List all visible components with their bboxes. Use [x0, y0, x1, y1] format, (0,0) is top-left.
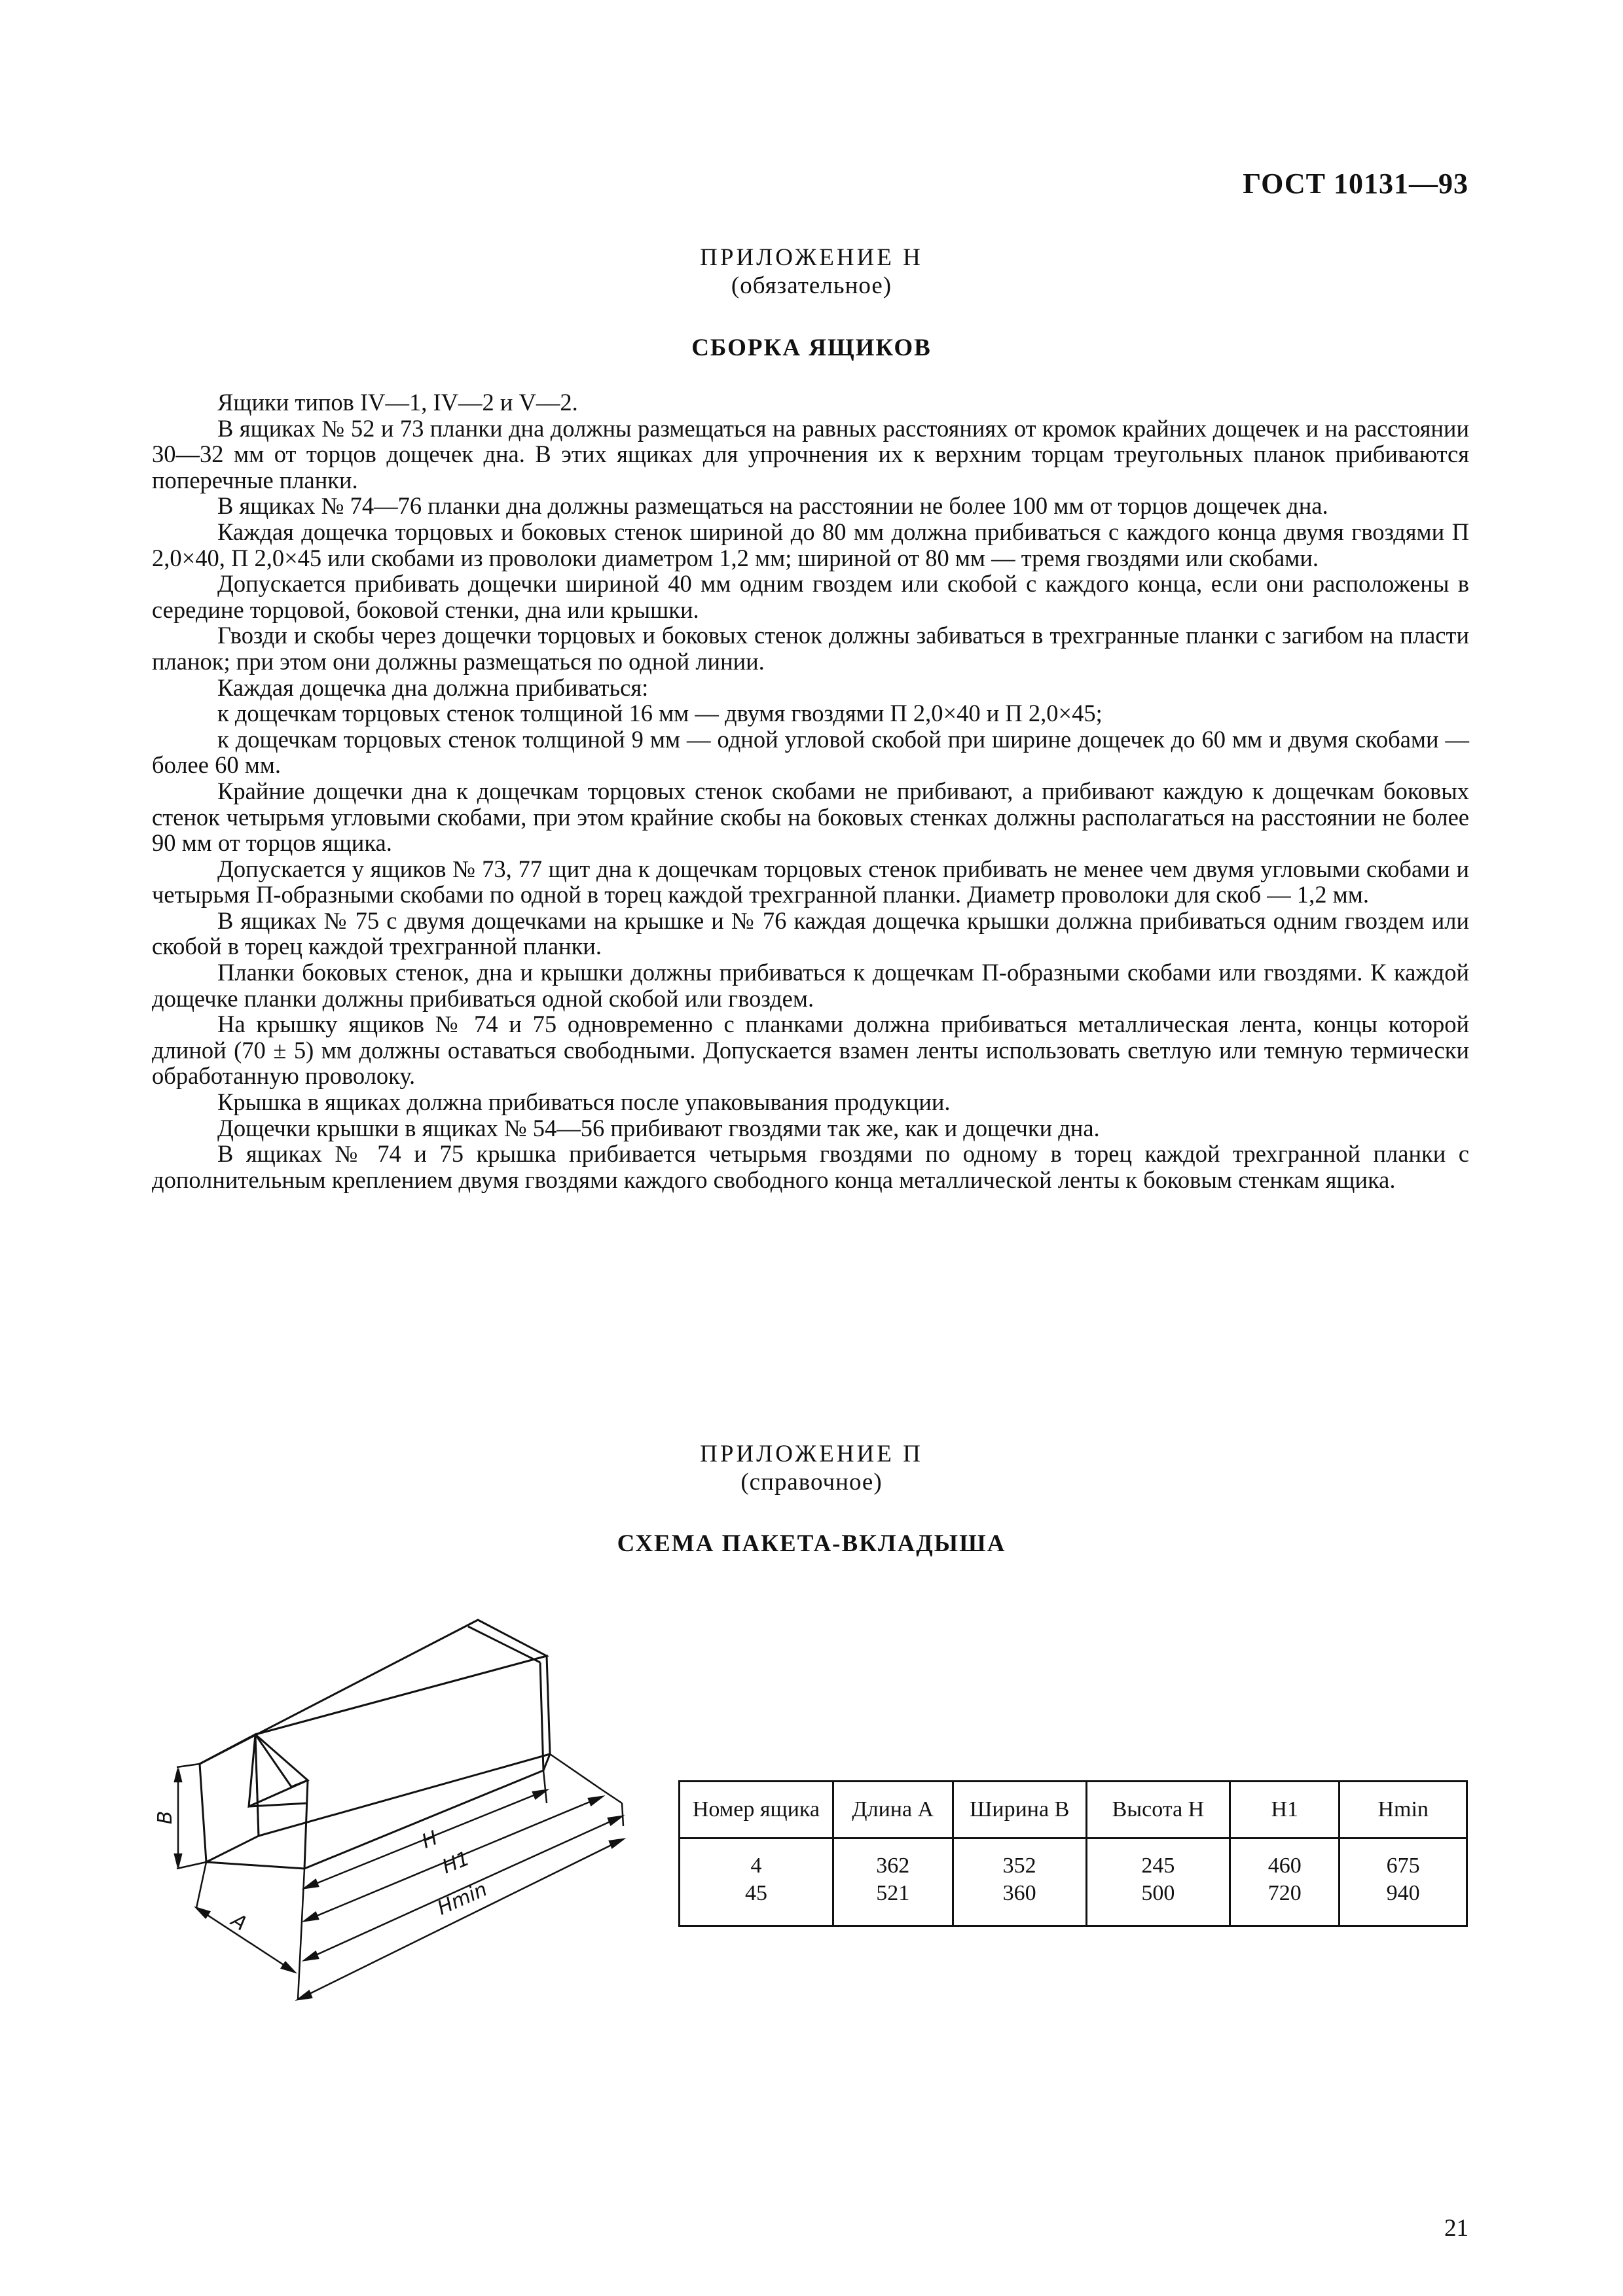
paragraph: Каждая дощечка торцовых и боковых стенок шириной до 80 мм должна прибиваться с каждого конца двумя гвоздями П 2,0×40, П 2,0×45 или скобами из проволоки диаметром 1,2 мм; шириной от 80 мм — тремя гвоздями или скобами.	[152, 518, 1469, 571]
paragraph: Гвозди и скобы через дощечки торцовых и боковых стенок должны забиваться в трехгранные планки с загибом на пласти планок; при этом они должны размещаться по одной линии.	[152, 622, 1469, 675]
appendix-p-title: ПРИЛОЖЕНИЕ П	[700, 1441, 923, 1467]
paragraph: Ящики типов IV—1, IV—2 и V—2.	[217, 389, 578, 416]
appendix-n-subtitle: (обязательное)	[731, 272, 892, 299]
table-header-cell: Длина A	[833, 1782, 953, 1839]
table-cell: 4 45	[680, 1839, 833, 1926]
table-header-cell: H1	[1230, 1782, 1340, 1839]
paragraph: В ящиках № 74 и 75 крышка прибивается четырьмя гвоздями по одному в торец каждой трехгранной планки с дополнительным креплением двумя гвоздями каждого свободного конца металлической ленты к боковым стенкам ящика.	[152, 1140, 1469, 1193]
paragraph: На крышку ящиков № 74 и 75 одновременно с планками должна прибиваться металлическая лента, концы которой длиной (70 ± 5) мм должны оставаться свободными. Допускается взамен ленты использовать светлую или темную термически обработанную проволоку.	[152, 1011, 1469, 1090]
box-dimensions-table	[678, 1780, 1468, 1927]
paragraph: Допускается прибивать дощечки шириной 40 мм одним гвоздем или скобой с каждого конца, если они расположены в середине торцовой, боковой стенки, дна или крышки.	[152, 570, 1469, 623]
dim-label-b: B	[154, 1810, 177, 1825]
paragraph: Крайние дощечки дна к дощечкам торцовых стенок скобами не прибивают, а прибивают каждую к дощечкам боковых стенок четырьмя угловыми скобами, при этом крайние скобы на боковых стенках должны располагаться на расстоянии не более 90 мм от торцов ящика.	[152, 777, 1469, 857]
table-cell: 352 360	[953, 1839, 1086, 1926]
paragraph: Каждая дощечка дна должна прибиваться:	[217, 673, 649, 701]
table-header-cell: Hmin	[1340, 1782, 1467, 1839]
paragraph: В ящиках № 75 с двумя дощечками на крышке и № 76 каждая дощечка крышки должна прибиваться одним гвоздем или скобой в торец каждой трехгранной планки.	[152, 906, 1469, 960]
paragraph: Допускается у ящиков № 73, 77 щит дна к дощечкам торцовых стенок прибивать не менее чем двумя угловыми скобами и четырьмя П-образными скобами по одной в торец каждой трехгранной планки. Диаметр проволоки для скоб — 1,2 мм.	[152, 855, 1469, 908]
table-cell: 460 720	[1230, 1839, 1340, 1926]
paragraph: Крышка в ящиках должна прибиваться после упаковывания продукции.	[217, 1088, 951, 1116]
table-cell: 245 500	[1086, 1839, 1230, 1926]
paragraph: к дощечкам торцовых стенок толщиной 9 мм — одной угловой скобой при ширине дощечек до 60 мм и двумя скобами — более 60 мм.	[152, 725, 1469, 779]
dim-label-hmin: Hmin	[433, 1878, 491, 1920]
paragraph: к дощечкам торцовых стенок толщиной 16 мм — двумя гвоздями П 2,0×40 и П 2,0×45;	[217, 700, 1103, 727]
table-header-row	[680, 1782, 1467, 1839]
document-code: ГОСТ 10131—93	[1243, 168, 1468, 200]
table-header-cell: Высота H	[1086, 1782, 1230, 1839]
appendix-n-heading: СБОРКА ЯЩИКОВ	[691, 334, 932, 361]
box-outline	[200, 1620, 550, 1869]
table-cell: 362 521	[833, 1839, 953, 1926]
table-row	[680, 1839, 1467, 1926]
paragraph: Дощечки крышки в ящиках № 54—56 прибивают гвоздями так же, как и дощечки дна.	[217, 1114, 1100, 1141]
page-number: 21	[1444, 2215, 1468, 2242]
paragraph: Планки боковых стенок, дна и крышки должны прибиваться к дощечкам П-образными скобами или гвоздями. К каждой дощечке планки должны прибиваться одной скобой или гвоздем.	[152, 959, 1469, 1012]
table-header-cell: Ширина B	[953, 1782, 1086, 1839]
dim-label-h: H	[418, 1826, 441, 1854]
paragraph: В ящиках № 74—76 планки дна должны размещаться на расстоянии не более 100 мм от торцов дощечек дна.	[217, 492, 1328, 520]
appendix-p-subtitle: (справочное)	[740, 1469, 883, 1496]
table-cell: 675 940	[1340, 1839, 1467, 1926]
appendix-n-title: ПРИЛОЖЕНИЕ Н	[700, 244, 923, 271]
appendix-p-heading: СХЕМА ПАКЕТА-ВКЛАДЫША	[617, 1530, 1006, 1557]
assembly-text	[152, 389, 1469, 1193]
insert-bag-diagram	[151, 1581, 648, 2052]
paragraph: В ящиках № 52 и 73 планки дна должны размещаться на равных расстояниях от кромок крайних дощечек и на расстоянии 30—32 мм от торцов дощечек дна. В этих ящиках для упрочнения их к верхним торцам треугольных планок прибиваются поперечные планки.	[152, 414, 1469, 493]
table-header-cell: Номер ящика	[680, 1782, 833, 1839]
dim-label-h1: H1	[439, 1847, 473, 1879]
dim-label-a: A	[227, 1909, 251, 1936]
